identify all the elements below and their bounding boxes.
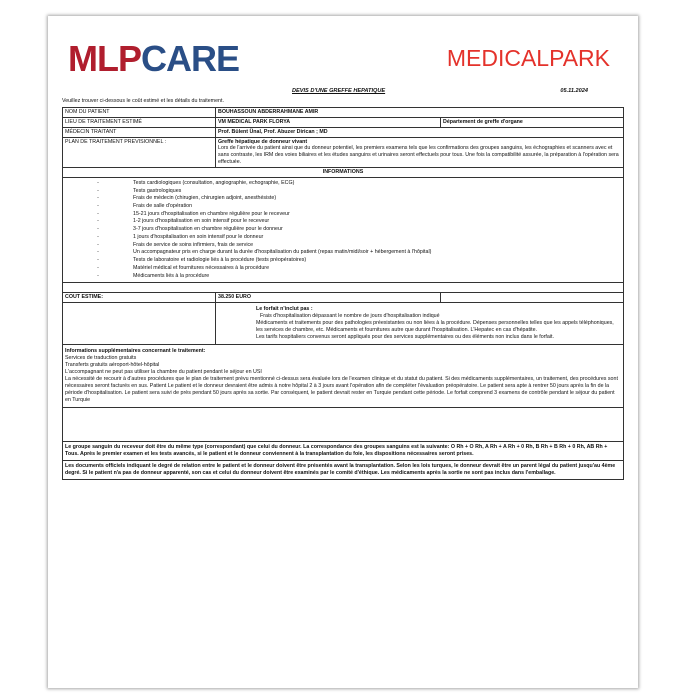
quote-document bbox=[48, 16, 638, 688]
list-item: - Médicaments liés à la procédure bbox=[97, 272, 210, 279]
document-date: 05.11.2024 bbox=[560, 88, 588, 94]
informations-list-row bbox=[63, 177, 624, 282]
doctor-row bbox=[63, 127, 624, 137]
exclusion-line: Les tarifs hospitaliers convenus seront appliqués pour des services supplémentaires ou des éléments non inclus dans le forfait. bbox=[256, 333, 554, 340]
list-item: - Matériel médical et fournitures nécessaires à la procédure bbox=[97, 264, 270, 271]
department-value: Département de greffe d'organe bbox=[441, 117, 624, 127]
informations-list bbox=[63, 178, 623, 282]
patient-name-label: NOM DU PATIENT bbox=[63, 107, 216, 117]
blank-row bbox=[63, 408, 624, 442]
treatment-place-label: LIEU DE TRAITEMENT ESTIMÉ bbox=[63, 117, 216, 127]
list-item: - 3-7 jours d'hospitalisation en chambre régulière pour le donneur bbox=[97, 226, 283, 233]
exclusion-line: Frais d'hospitalisation dépassant le nombre de jours d'hospitalisation indiqué bbox=[260, 312, 440, 319]
mlpcare-logo: MLPCARE bbox=[68, 38, 240, 79]
documents-note-row bbox=[63, 461, 624, 480]
treatment-plan-label: PLAN DE TRAITEMENT PREVISIONNEL : bbox=[63, 137, 216, 168]
list-item: - 1-2 jours d'hospitalisation en soin intensif pour le receveur bbox=[97, 218, 270, 225]
patient-table bbox=[62, 107, 624, 480]
treatment-plan-text: Lors de l'arrivée du patient ainsi que du donneur potentiel, les premiers examens tels que les confirmations des groupes sanguins, les échographies et scanners avec et sans contraste, les IRM des voies biliaires et les études sanguins et urinaires seront effectuels pour tous. Une fois la compatibilité assurée, la préparation à l'opération sera effectuée. bbox=[218, 145, 619, 166]
supplementary-title: Informations supplémentaires concernant le traitement: bbox=[65, 348, 206, 355]
patient-name-row bbox=[63, 107, 624, 117]
cost-row bbox=[63, 293, 624, 303]
exclusion-line: Médicaments et traitements pour des pathologies préexistantes ou non liées à la procédure. Dépenses personnelles telles que les appels téléphoniques, les services de chambre, etc. Médicaments et fournitures autre que durant l'hospitalisation. L'Hepatec en cas d'hépatite. bbox=[256, 319, 614, 333]
supplementary-line: La nécessité de recourir à d'autres procédures que le plan de traitement prévu mentionné ci-dessus sera évaluée lors de l'examen clinique et du statut du patient. Si des médicaments supplémentaires, un traitement, des procédures sont nécessaires seront facturés en sus. Patient Le patient et le donneur devraient être admis à notre hôpital 2 à 3 jours avant l'opération afin de compléter l'évaluation préopératoire. Le patient sera apte à rentrer 50 jours après la fin de la période d'hospitalisation. Le patient sera suivi de près pendant 50 jours après sa sortie. Par conséquent, le patient devrait rester en Turquie pendant cette période. Le forfait comprend 3 examens de contrôle pendant le séjour du patient en Turquie bbox=[65, 375, 618, 403]
blank-row bbox=[63, 283, 624, 293]
blood-note: Le groupe sanguin du receveur doit être du même type (correspondant) que celui du donneur. La correspondance des groupes sanguins est la suivante: O Rh + O Rh, A Rh + A Rh + 0 Rh, B Rh + B Rh + 0 Rh, AB Rh + Tous. Après le premier examen et les tests avancés, si le patient et le donneur conviennent à la transplantation du foie, les dispositions nécessaires seront prises. bbox=[63, 442, 624, 461]
logo-header bbox=[62, 34, 624, 88]
list-item: - Frais de salle d'opération bbox=[97, 203, 193, 210]
list-item: - 1 jours d'hospitalisation en soin intensif pour le donneur bbox=[97, 233, 264, 240]
treatment-plan-row bbox=[63, 137, 624, 168]
doctor-label: MÉDECIN TRAITANT bbox=[63, 127, 216, 137]
supplementary-line: Services de traduction gratuits bbox=[65, 355, 137, 362]
list-item: - 15-21 jours d'hospitalisation en chambre régulière pour le receveur bbox=[97, 210, 290, 217]
medicalpark-logo: MEDICALPARK bbox=[446, 45, 610, 71]
treatment-plan-title: Greffe hépatique de donneur vivant bbox=[218, 138, 308, 145]
intro-text: Veuillez trouver ci-dessous le coût estimé et les détails du traitement. bbox=[62, 98, 224, 104]
treatment-plan-cell bbox=[216, 137, 624, 168]
list-item: - Tests cardiologiques (consultation, angiographie, echographie, ECG) bbox=[97, 179, 295, 186]
exclusions-title: Le forfait n'inclut pas : bbox=[256, 306, 313, 313]
supplementary-row bbox=[63, 345, 624, 408]
list-item: - Frais de service de soins infirmiers, frais de service bbox=[97, 241, 254, 248]
cost-label: COUT ESTIME: bbox=[63, 293, 216, 303]
documents-note: Les documents officiels indiquant le degré de relation entre le patient et le donneur doivent être présentés avant la transplantation. Selon les lois turques, le donneur devrait être un parent légal du patient jusqu'au 4ème degré. Si le patient n'a pas de donneur apparenté, son cas et celui du donneur doivent être examinés par le comité d'éthique. Les médicaments après la sortie ne sont pas inclus dans l'emballage. bbox=[63, 461, 624, 480]
list-item: - Un accompagnateur pris en charge durant la durée d'hospitalisation du patient (repas matin/midi/soir + hébergement à l'hôpital) bbox=[97, 249, 432, 256]
supplementary-cell bbox=[63, 345, 624, 408]
patient-name-value: BOUHASSOUN ABDERRAHMANE AMIR bbox=[216, 107, 624, 117]
exclusions-cell bbox=[216, 303, 624, 345]
exclusions-row bbox=[63, 303, 624, 345]
cost-value: 38.250 EURO bbox=[216, 293, 441, 303]
informations-heading-row bbox=[63, 168, 624, 178]
treatment-place-value: VM MEDICAL PARK FLORYA bbox=[216, 117, 441, 127]
list-item: - Tests de laboratoire et radiologie liés à la procédure (tests préopératoires) bbox=[97, 257, 307, 264]
supplementary-line: Transferts gratuits aéroport-hôtel-hôpital bbox=[65, 362, 160, 369]
document-title-line bbox=[62, 88, 624, 97]
list-item: - Frais de médecin (chirugien, chirurgien adjoint, anesthésiste) bbox=[97, 195, 277, 202]
list-item: - Tests gastrologiques bbox=[97, 187, 182, 194]
document-title: DEVIS D'UNE GREFFE HEPATIQUE bbox=[292, 88, 386, 94]
blood-note-row bbox=[63, 442, 624, 461]
doctor-value: Prof. Bülent Ünal, Prof. Abuzer Dirican ; MD bbox=[216, 127, 624, 137]
informations-heading: INFORMATIONS bbox=[63, 168, 624, 178]
treatment-place-row bbox=[63, 117, 624, 127]
supplementary-line: L'accompagnant ne peut pas utiliser la chambre du patient pendant le séjour en USI bbox=[65, 369, 262, 376]
